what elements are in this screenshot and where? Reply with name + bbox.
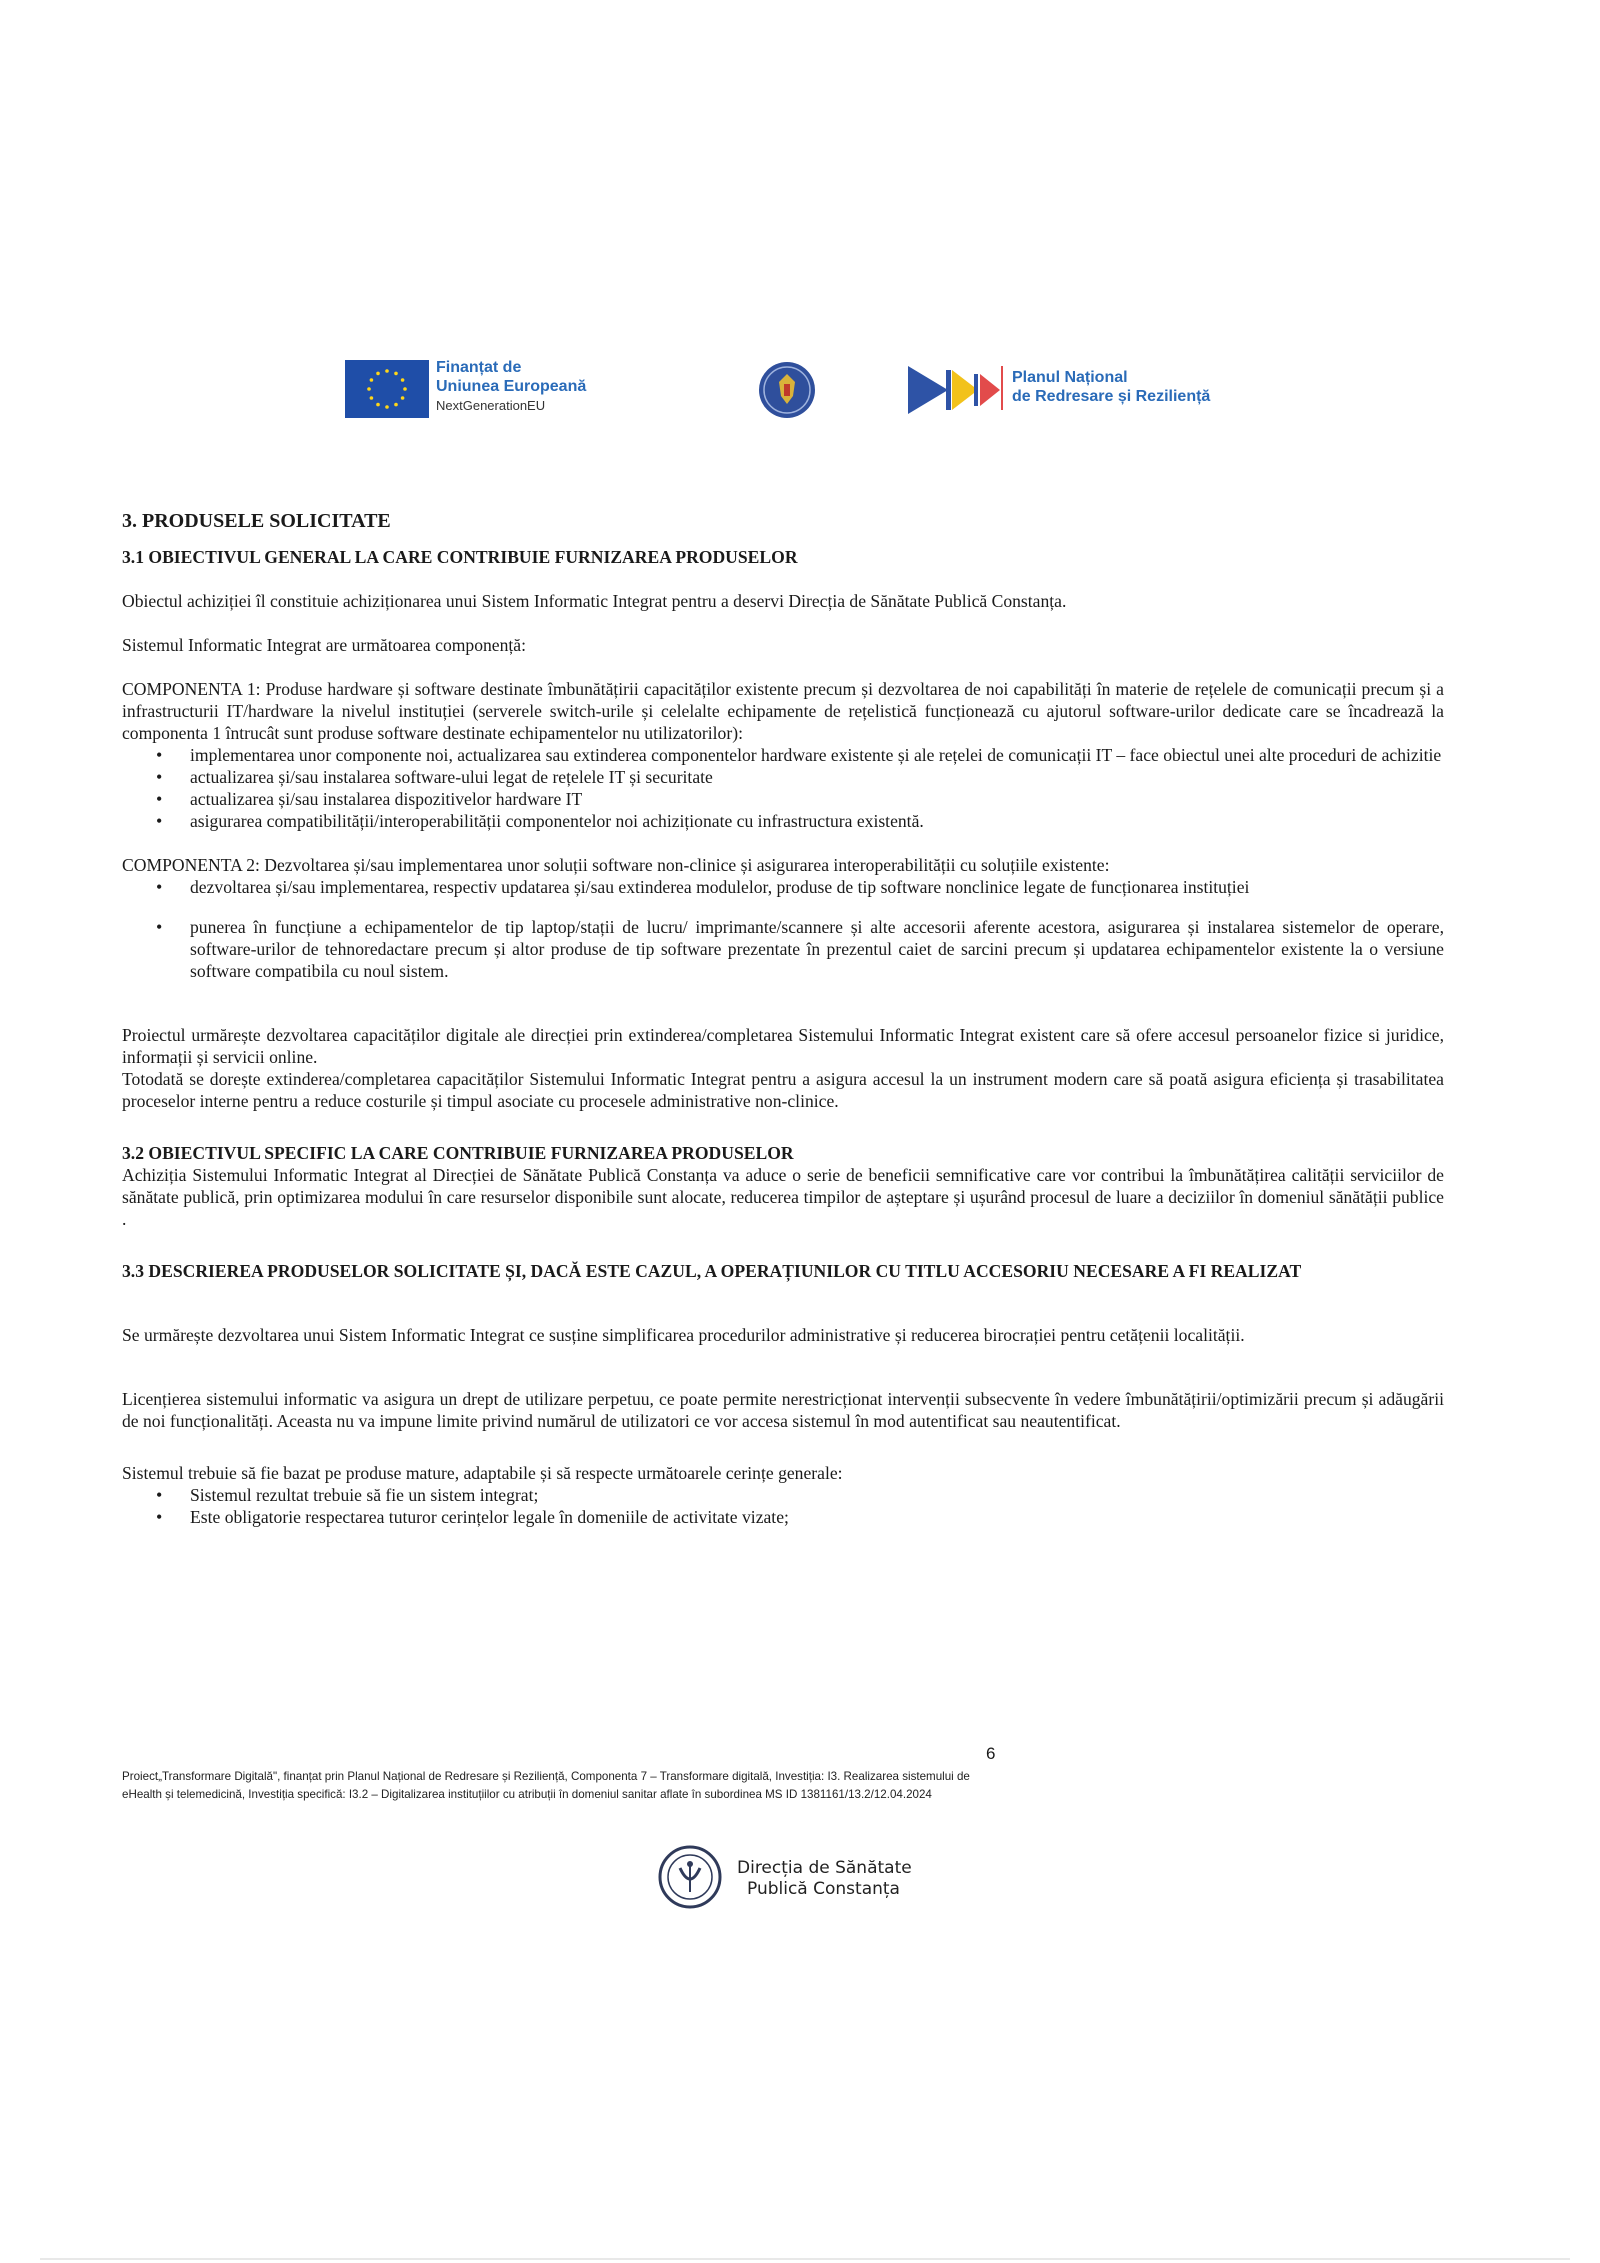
componenta-2-intro: COMPONENTA 2: Dezvoltarea și/sau implementarea unor soluții software non-clinice și asigurarea interoperabilității cu soluțiile existente:: [122, 855, 1110, 875]
eu-funding-text: [436, 358, 586, 415]
eu-star: [401, 396, 405, 400]
eu-star: [403, 387, 407, 391]
cerinte-list: [122, 1484, 1444, 1528]
romanian-government-seal-icon: [757, 360, 817, 420]
dsp-line-1: Direcția de Sănătate: [737, 1858, 912, 1878]
pnrr-line-2: de Redresare și Reziliență: [1012, 388, 1211, 405]
heading-3-3: 3.3 DESCRIEREA PRODUSELOR SOLICITATE ȘI, DACĂ ESTE CAZUL, A OPERAȚIUNILOR CU TITLU ACCESORIU NECESARE A FI REALIZAT: [122, 1261, 1302, 1281]
eu-star: [385, 369, 389, 373]
list-item: • actualizarea și/sau instalarea dispozitivelor hardware IT: [190, 788, 1444, 810]
list-item: • punerea în funcțiune a echipamentelor de tip laptop/stații de lucru/ imprimante/scannere și alte accesorii aferente acestora, asigurarea și instalarea sistemelor de operare, software-urilor de tehnoredactare precum și altor produse de tip software prezentate în prezentul caiet de sarcini precum și updatarea echipamentelor existente la o versiune software compatibila cu noul sistem.: [190, 916, 1444, 982]
eu-line-1: Finanțat de: [436, 359, 522, 376]
paragraph-licentiere: Licențierea sistemului informatic va asigura un drept de utilizare perpetuu, ce poate permite nerestricționat intervenții subsecvente în vedere îmbunătățirii/optimizării precum și adăugării de noi funcționalități. Aceasta nu va impune limite privind numărul de utilizatori ce vor accesa sistemul în mod autentificat sau neautentificat.: [122, 1389, 1444, 1431]
paragraph-3-2: Achiziția Sistemului Informatic Integrat al Direcției de Sănătate Publică Constanța va aduce o serie de beneficii semnificative care vor contribui la îmbunătățirea calității serviciilor de sănătate publică, prin optimizarea modului în care resurselor disponibile sunt alocate, reducerea timpilor de așteptare și ușurând procesul de luare a deciziilor în domeniul sănătății publice .: [122, 1165, 1444, 1229]
componenta-1-list: [122, 744, 1444, 832]
eu-line-2: Uniunea Europeană: [436, 378, 587, 395]
paragraph-totodata: Totodată se dorește extinderea/completarea capacităților Sistemului Informatic Integrat pentru a asigura accesul la un instrument modern care să poată asigura eficiența și trasabilitatea proceselor interne pentru a reduce costurile și timpul asociate cu procesele administrative non-clinice.: [122, 1069, 1444, 1111]
eu-star: [367, 387, 371, 391]
list-item: • actualizarea și/sau instalarea software-ului legat de rețelele IT și securitate: [190, 766, 1444, 788]
eu-star: [394, 403, 398, 407]
heading-3-1: 3.1 OBIECTIVUL GENERAL LA CARE CONTRIBUIE FURNIZAREA PRODUSELOR: [122, 547, 798, 567]
eu-star: [394, 372, 398, 376]
list-item: • asigurarea compatibilității/interoperabilității componentelor noi achiziționate cu infrastructura existentă.: [190, 810, 1444, 832]
pnrr-line-1: Planul Național: [1012, 369, 1128, 386]
page-number: 6: [986, 1744, 996, 1763]
eu-star: [370, 396, 374, 400]
paragraph-sistem: Sistemul Informatic Integrat are următoarea componență:: [122, 635, 527, 655]
list-item: • dezvoltarea și/sau implementarea, respectiv updatarea și/sau extinderea modulelor, produse de tip software nonclinice legate de funcționarea instituției: [190, 876, 1444, 898]
pnrr-text: [1012, 368, 1210, 406]
pnrr-divider: [1001, 366, 1003, 410]
paragraph-urmareste: Se urmărește dezvoltarea unui Sistem Informatic Integrat ce susține simplificarea procedurilor administrative și reducerea birocrației pentru cetățenii localității.: [122, 1325, 1245, 1345]
dsp-constanta-logo-icon: [652, 1844, 732, 1910]
scan-edge-divider: [40, 2258, 1570, 2260]
dsp-line-2: Publică Constanța: [747, 1879, 900, 1899]
list-item: • Sistemul rezultat trebuie să fie un sistem integrat;: [190, 1484, 1444, 1506]
section-heading: 3. PRODUSELE SOLICITATE: [122, 510, 391, 532]
list-item: • Este obligatorie respectarea tuturor cerințelor legale în domeniile de activitate vizate;: [190, 1506, 1444, 1528]
componenta-2-list: [122, 876, 1444, 982]
eu-line-3: NextGenerationEU: [436, 398, 546, 413]
eu-star: [401, 378, 405, 382]
pnrr-logo-icon: [908, 366, 1003, 414]
dsp-constanta-text: [737, 1858, 912, 1900]
eu-flag-icon: [345, 360, 429, 418]
componenta-1-intro: COMPONENTA 1: Produse hardware și software destinate îmbunătățirii capacităților existente precum și dezvoltarea de noi capabilități în materie de rețelele de comunicații precum și a infrastructurii IT/hardware la nivelul instituției (serverele switch-urile și celelalte echipamente de rețelistică funcționează cu ajutorul software-urilor dedicate care se încadrează la componenta 1 întrucât sunt produse software destinate echipamentelor nu utilizatorilor):: [122, 679, 1444, 743]
heading-3-2: 3.2 OBIECTIVUL SPECIFIC LA CARE CONTRIBUIE FURNIZAREA PRODUSELOR: [122, 1143, 794, 1163]
header-logos: [0, 356, 1600, 426]
document-body: [122, 510, 1444, 1528]
eu-star: [376, 403, 380, 407]
eu-star: [370, 378, 374, 382]
paragraph-obiect: Obiectul achiziției îl constituie achiziționarea unui Sistem Informatic Integrat pentru a deservi Direcția de Sănătate Publică Constanța.: [122, 591, 1067, 611]
footer-project-note: Proiect„Transformare Digitală", finanțat prin Planul Național de Redresare și Reziliență, Componenta 7 – Transformare digitală, Investiția: I3. Realizarea sistemului de eHealth și telemedicină, Investiția specifică: I3.2 – Digitalizarea instituțiilor cu atribuții în domeniul sanitar aflate în subordinea MS ID 1381161/13.2/12.04.2024: [122, 1770, 970, 1801]
paragraph-cerinte: Sistemul trebuie să fie bazat pe produse mature, adaptabile și să respecte următoarele cerințe generale:: [122, 1463, 843, 1483]
eu-star: [376, 372, 380, 376]
eu-star: [385, 405, 389, 409]
paragraph-proiect: Proiectul urmărește dezvoltarea capacităților digitale ale direcției prin extinderea/completarea Sistemului Informatic Integrat existent care să ofere accesul persoanelor fizice si juridice, informații și servicii online.: [122, 1025, 1444, 1067]
list-item: • implementarea unor componente noi, actualizarea sau extinderea componentelor hardware existente și ale rețelei de comunicații IT – face obiectul unei alte proceduri de achizitie: [190, 744, 1444, 766]
